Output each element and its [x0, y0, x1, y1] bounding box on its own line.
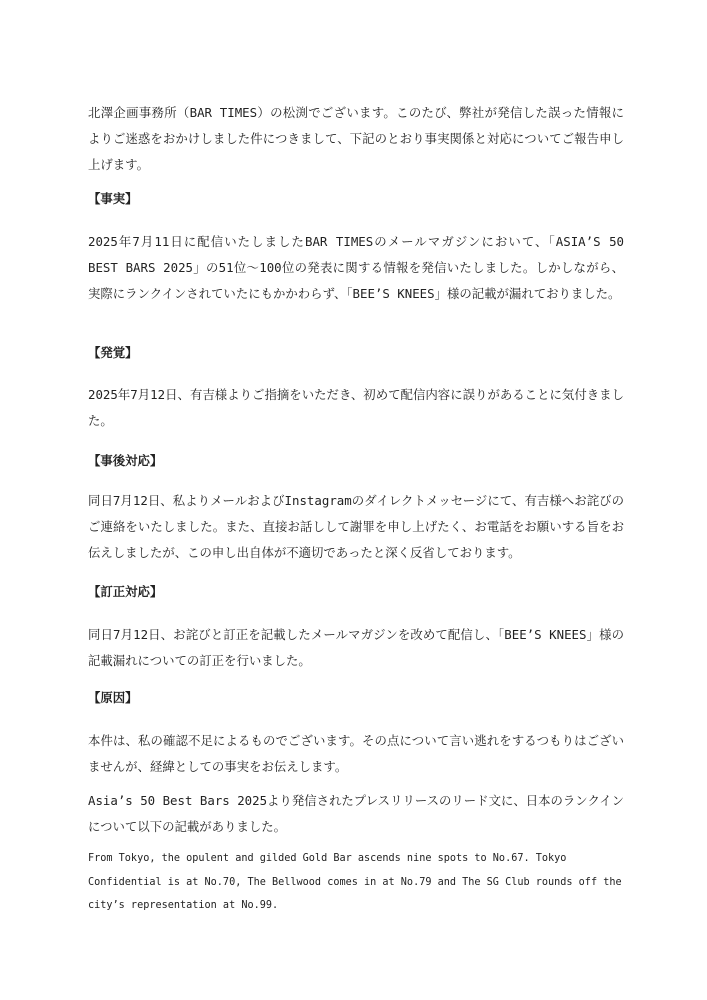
- intro-paragraph: 北澤企画事務所（BAR TIMES）の松渕でございます。このたび、弊社が発信した誤った情報によりご迷惑をおかけしました件につきまして、下記のとおり事実関係と対応についてご報告申し上げます。: [88, 105, 624, 172]
- press-release-paragraph: Asia’s 50 Best Bars 2025より発信されたプレスリリースのリード文に、日本のランクインについて以下の記載がありました。: [88, 793, 625, 834]
- response-heading: 【事後対応】: [88, 453, 163, 468]
- discovery-heading: 【発覚】: [88, 345, 138, 360]
- fact-heading: 【事実】: [88, 191, 138, 206]
- response-paragraph: 同日7月12日、私よりメールおよびInstagramのダイレクトメッセージにて、有吉様へお詫びのご連絡をいたしました。また、直接お話しして謝罪を申し上げたく、お電話をお願いする旨をお伝えしましたが、この申し出自体が不適切であったと深く反省しております。: [88, 493, 624, 560]
- cause-heading: 【原因】: [88, 690, 138, 705]
- discovery-paragraph: 2025年7月12日、有吉様よりご指摘をいただき、初めて配信内容に誤りがあることに気付きました。: [88, 387, 624, 428]
- fact-paragraph: 2025年7月11日に配信いたしましたBAR TIMESのメールマガジンにおいて、「ASIA’S 50 BEST BARS 2025」の51位〜100位の発表に関する情報を発信いたしました。しかしながら、実際にランクインされていたにもかかわらず、「BEE’S KNEES」様の記載が漏れておりました。: [88, 234, 624, 301]
- correction-paragraph: 同日7月12日、お詫びと訂正を記載したメールマガジンを改めて配信し、「BEE’S KNEES」様の記載漏れについての訂正を行いました。: [88, 627, 624, 668]
- press-release-quote: From Tokyo, the opulent and gilded Gold Bar ascends nine spots to No.67. Tokyo Confidential is at No.70, The Bellwood comes in at No.79 and The SG Club rounds off the city’s representation at No.99.: [88, 853, 622, 911]
- correction-heading: 【訂正対応】: [88, 584, 163, 599]
- cause-paragraph: 本件は、私の確認不足によるものでございます。その点について言い逃れをするつもりはございませんが、経緯としての事実をお伝えします。: [88, 733, 624, 774]
